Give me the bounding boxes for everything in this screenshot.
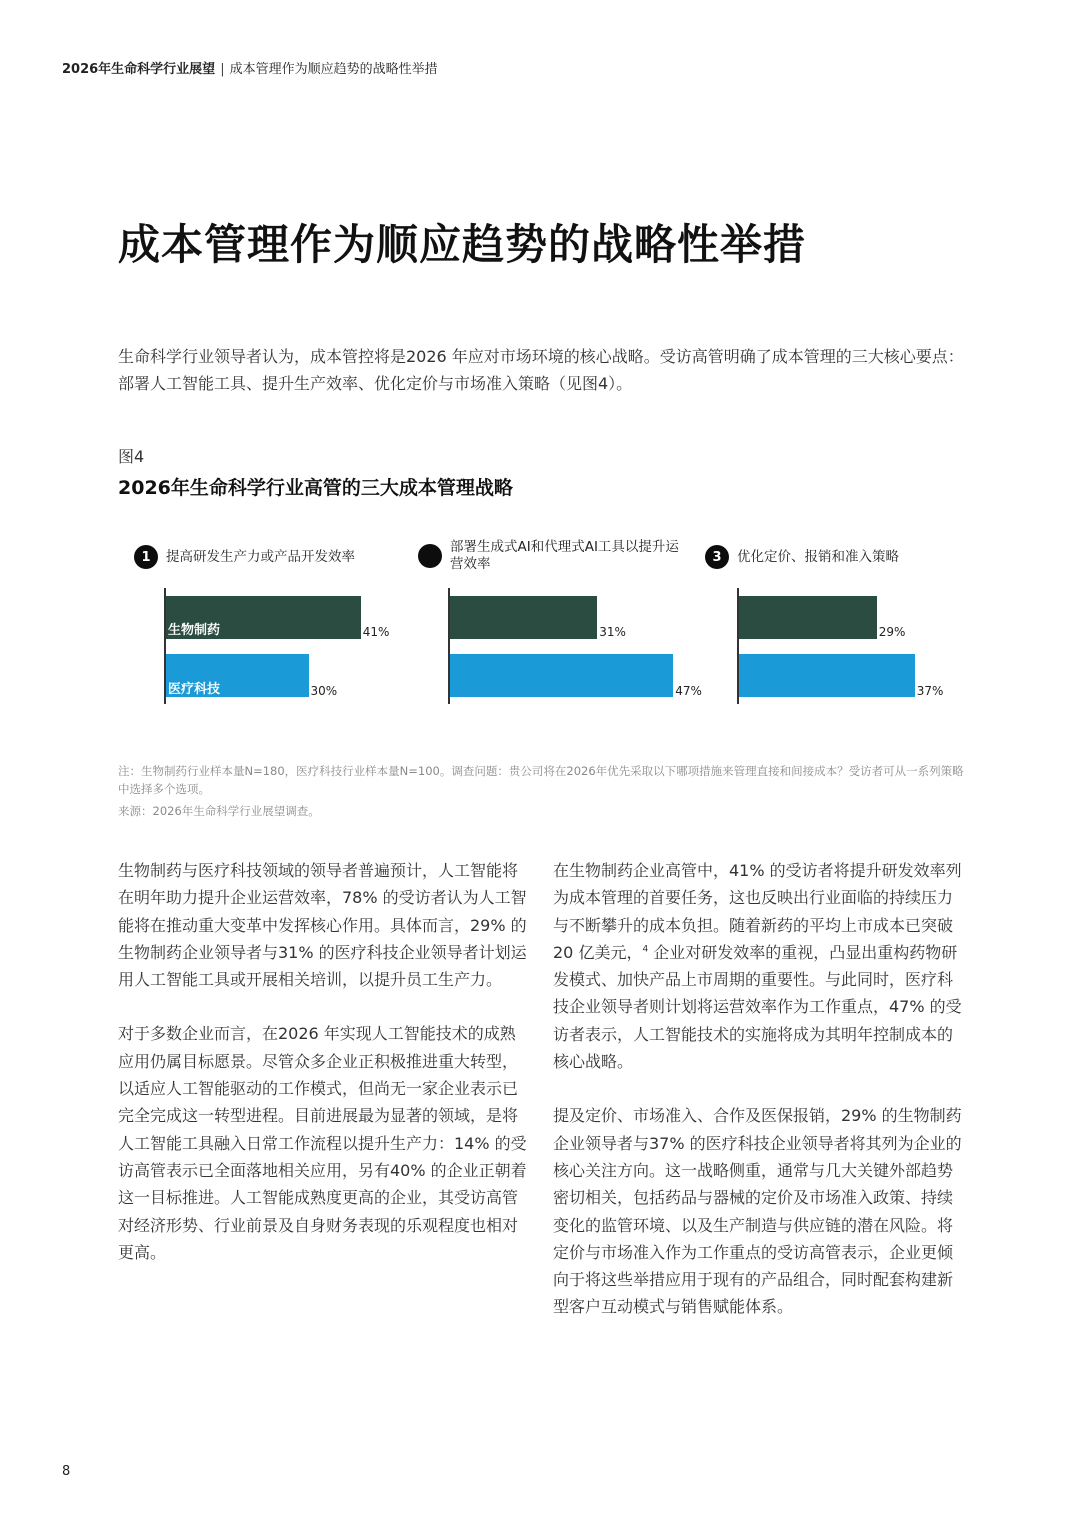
running-header xyxy=(62,58,438,77)
figure-title: 2026年生命科学行业高管的三大成本管理战略 xyxy=(118,477,513,499)
intro-paragraph: 生命科学行业领导者认为，成本管控将是2026 年应对市场环境的核心战略。受访高管明确了成本管理的三大核心要点：部署人工智能工具、提升生产效率、优化定价与市场准入策略（见图4）。 xyxy=(118,347,964,393)
figure-source: 来源：2026年生命科学行业展望调查。 xyxy=(118,804,320,818)
panel-2-value-biopharma: 31% xyxy=(599,625,626,639)
panel-3-number-badge: 3 xyxy=(705,545,729,569)
body-paragraph: 生物制药与医疗科技领域的领导者普遍预计，人工智能将在明年助力提升企业运营效率，78% 的受访者认为人工智能将在推动重大变革中发挥核心作用。具体而言，29% 的生物制药企业领导者与31% 的医疗科技企业领导者计划运用人工智能工具或开展相关培训，以提升员工生产力。 xyxy=(118,861,527,990)
body-paragraph: 对于多数企业而言，在2026 年实现人工智能技术的成熟应用仍属目标愿景。尽管众多企业正积极推进重大转型，以适应人工智能驱动的工作模式，但尚无一家企业表示已完全完成这一转型进程。目前进展最为显著的领域，是将人工智能工具融入日常工作流程以提升生产力：14% 的受访高管表示已全面落地相关应用，另有40% 的企业正朝着这一目标推进。人工智能成熟度更高的企业，其受访高管对经济形势、行业前景及自身财务表现的乐观程度也相对更高。 xyxy=(118,1024,527,1262)
panel-1-value-medtech: 30% xyxy=(310,684,338,698)
panel-3-value-biopharma: 29% xyxy=(878,625,906,639)
panel-1-header xyxy=(134,545,396,569)
figure-note: 注：生物制药行业样本量N=180，医疗科技行业样本量N=100。调查问题：贵公司将在2026年优先采取以下哪项措施来管理直接和间接成本？受访者可从一系列策略中选择多个选项。 xyxy=(118,764,964,796)
page-title: 成本管理作为顺应趋势的战略性举措 xyxy=(118,220,807,269)
panel-3-bar-medtech xyxy=(739,654,915,697)
body-paragraph: 提及定价、市场准入、合作及医保报销，29% 的生物制药企业领导者与37% 的医疗科技企业领导者将其列为企业的核心关注方向。这一战略侧重，通常与几大关键外部趋势密切相关，包括药品与器械的定价及市场准入政策、持续变化的监管环境、以及生产制造与供应链的潜在风险。将定价与市场准入作为工作重点的受访高管表示，企业更倾向于将这些举措应用于现有的产品组合，同时配套构建新型客户互动模式与销售赋能体系。 xyxy=(553,1106,962,1317)
body-text: 在生物制药企业高管中，41% 的受访者将提升研发效率列为成本管理的首要任务，这也反映出行业面临的持续压力与不断攀升的成本负担。随着新药的平均上市成本已突破20 亿美元， xyxy=(553,861,962,962)
page-number: 8 xyxy=(62,1464,71,1479)
body-column-right xyxy=(553,857,963,1348)
series-label-medtech: 医疗科技 xyxy=(168,682,221,697)
section-title: 成本管理作为顺应趋势的战略性举措 xyxy=(229,62,438,77)
panel-1-number-badge: 1 xyxy=(134,545,158,569)
header-separator: | xyxy=(220,62,225,77)
series-label-biopharma: 生物制药 xyxy=(168,623,221,638)
panel-2-value-medtech: 47% xyxy=(675,684,702,698)
panel-3-bar-biopharma xyxy=(739,596,877,639)
panel-1-value-biopharma: 41% xyxy=(362,625,390,639)
figure-notes xyxy=(118,762,966,820)
panel-3-value-medtech: 37% xyxy=(916,684,944,698)
panel-2-header xyxy=(418,539,686,573)
panel-3-title: 优化定价、报销和准入策略 xyxy=(737,548,899,565)
footnote-ref[interactable]: 4 xyxy=(642,944,649,955)
panel-1-title: 提高研发生产力或产品开发效率 xyxy=(166,548,355,565)
panel-3-header xyxy=(705,545,957,569)
body-text: 企业对研发效率的重视，凸显出重构药物研发模式、加快产品上市周期的重要性。与此同时，医疗科技企业领导者则计划将运营效率作为工作重点，47% 的受访者表示，人工智能技术的实施将成为其明年控制成本的核心战略。 xyxy=(553,942,962,1072)
report-title: 2026年生命科学行业展望 xyxy=(62,62,216,77)
panel-2-number-badge xyxy=(418,544,442,568)
panel-2-title: 部署生成式AI和代理式AI工具以提升运营效率 xyxy=(450,539,679,572)
body-column-left xyxy=(118,857,528,1293)
panel-2-bar-biopharma xyxy=(450,596,597,639)
body-paragraph xyxy=(553,857,963,1075)
figure-label: 图4 xyxy=(118,447,145,466)
panel-2-bar-medtech xyxy=(450,654,673,697)
